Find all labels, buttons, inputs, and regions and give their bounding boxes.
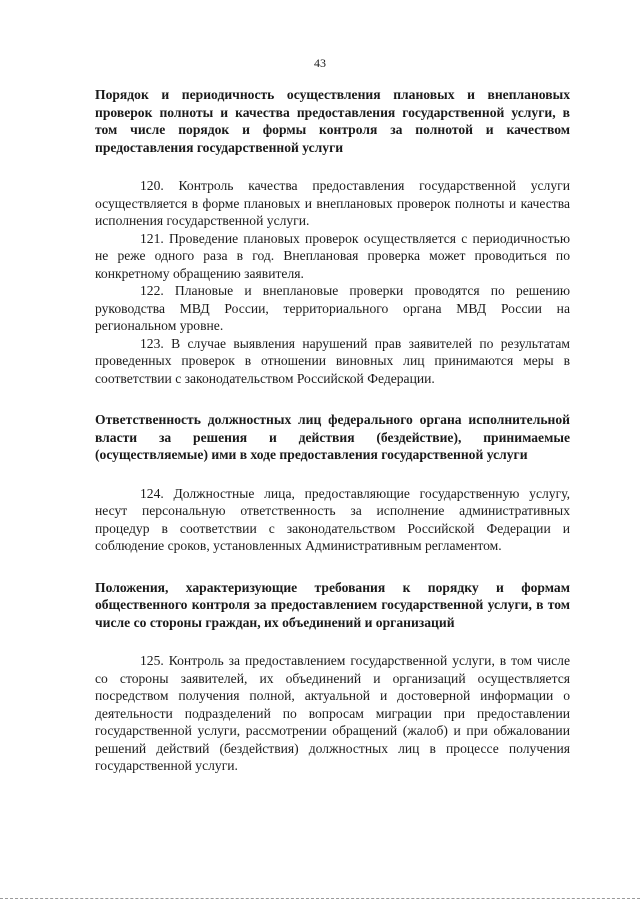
paragraph-121: 121. Проведение плановых проверок осуществляется с периодичностью не реже одного раза в год. Внеплановая проверка может проводиться по конкретному обращению заявителя. bbox=[95, 230, 570, 281]
paragraph-123: 123. В случае выявления нарушений прав заявителей по результатам проведенных проверок в отношении виновных лиц принимаются меры в соответствии с законодательством Российской Федерации. bbox=[95, 335, 570, 386]
scan-bottom-edge bbox=[0, 898, 640, 899]
paragraph-120: 120. Контроль качества предоставления государственной услуги осуществляется в форме плановых и внеплановых проверок полноты и качества исполнения государственной услуги. bbox=[95, 178, 570, 228]
section-heading-official-responsibility: Ответственность должностных лиц федерального органа исполнительной власти за решения и действия (бездействие), принимаемые (осуществляемые) ими в ходе предоставления государственной услуги bbox=[95, 412, 570, 462]
paragraph-124: 124. Должностные лица, предоставляющие государственную услугу, несут персональную ответственность за исполнение административных процедур в соответствии с законодательством Российской Федерации и соблюдение сроков, установленных Административным регламентом. bbox=[95, 485, 570, 553]
paragraph-122: 122. Плановые и внеплановые проверки проводятся по решению руководства МВД России, территориального органа МВД России на региональном уровне. bbox=[95, 283, 570, 333]
page-number: 43 bbox=[314, 56, 326, 70]
section-heading-public-control: Положения, характеризующие требования к порядку и формам общественного контроля за предоставлением государственной услуги, в том числе со стороны граждан, их объединений и организаций bbox=[95, 579, 570, 630]
paragraph-125: 125. Контроль за предоставлением государственной услуги, в том числе со стороны заявителей, их объединений и организаций осуществляется посредством получения полной, актуальной и достоверной информации о деятельности подразделений по вопросам миграции при предоставлении государственной услуги, рассмотрении обращений (жалоб) и при обжаловании решений действий (бездействия) должностных лиц в процессе получения государственной услуги. bbox=[95, 653, 570, 773]
section-heading-control-procedure: Порядок и периодичность осуществления плановых и внеплановых проверок полноты и качества предоставления государственной услуги, в том числе порядок и формы контроля за полнотой и качеством предоставления государственной услуги bbox=[95, 87, 570, 155]
page-content bbox=[95, 86, 570, 775]
